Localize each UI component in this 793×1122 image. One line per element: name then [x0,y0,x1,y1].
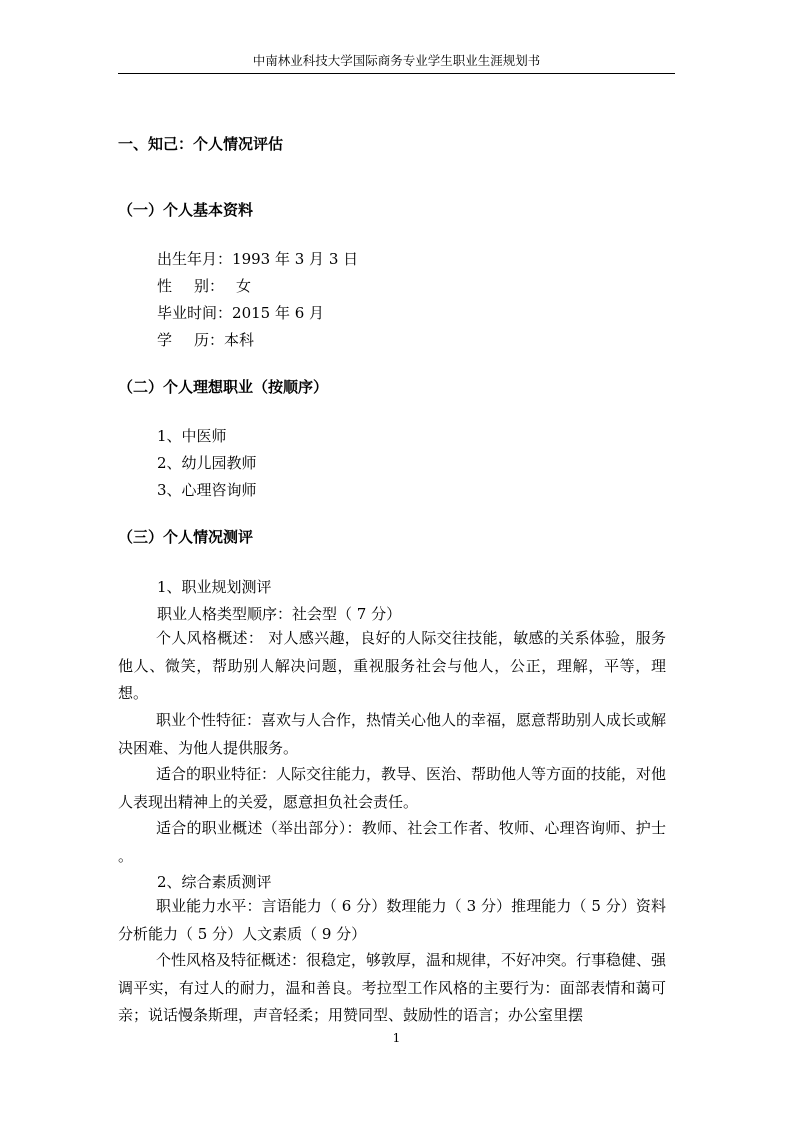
subsection-title-basic-info: （一）个人基本资料 [118,201,254,219]
ability-level-paragraph: 职业能力水平：言语能力（ 6 分）数理能力（ 3 分）推理能力（ 5 分）资料分析能力（ 5 分）人文素质（ 9 分） [118,897,666,943]
info-row-gender [157,275,251,297]
career-item: 3、心理咨询师 [157,481,257,499]
test-title-career: 1、职业规划测评 [157,578,272,596]
personality-traits-paragraph: 职业个性特征：喜欢与人合作，热情关心他人的幸福，愿意帮助别人成长或解决困难、为他人提供服务。 [118,711,667,757]
subsection-title-ideal-career: （二）个人理想职业（按顺序） [118,378,329,396]
career-traits-paragraph: 适合的职业特征：人际交往能力，教导、医治、帮助他人等方面的技能，对他人表现出精神上的关爱，愿意担负社会责任。 [118,765,667,811]
info-row-birth [157,248,358,270]
info-row-education [157,329,254,351]
subsection-title-assessment: （三）个人情况测评 [118,528,254,546]
career-item: 2、幼儿园教师 [157,454,257,472]
info-label: 学历 [157,331,209,349]
personal-style-paragraph: 个人风格概述： 对人感兴趣，良好的人际交往技能，敏感的关系体验，服务他人、微笑，帮助别人解决问题，重视服务社会与他人，公正，理解，平等，理想。 [118,629,666,702]
career-item: 1、中医师 [157,427,227,445]
section-title: 一、知己：个人情况评估 [118,135,284,153]
info-separator: ： [209,331,225,349]
info-label: 出生年月 [157,250,218,268]
info-value: 2015 年 6 月 [232,304,325,322]
info-value: 本科 [224,331,255,349]
info-label: 性别 [157,277,209,295]
suitable-careers-paragraph: 适合的职业概述（举出部分）：教师、社会工作者、牧师、心理咨询师、护士 。 [118,819,666,865]
info-row-graduation [157,302,324,324]
test-title-quality: 2、综合素质测评 [157,873,272,891]
info-separator: ： [209,277,225,295]
personality-type: 职业人格类型顺序：社会型（ 7 分） [157,605,402,623]
info-separator: ： [217,250,233,268]
style-summary-paragraph: 个性风格及特征概述：很稳定，够敦厚，温和规律，不好冲突。行事稳健、强调平实，有过人的耐力，温和善良。考拉型工作风格的主要行为：面部表情和蔼可亲；说话慢条斯理，声音轻柔；用赞同型、鼓励性的语言；办公室里摆 [118,951,667,1024]
info-value: 女 [236,277,252,295]
page-header: 中南林业科技大学国际商务专业学生职业生涯规划书 [118,52,675,74]
page-number: 1 [392,1031,401,1045]
info-separator: ： [217,304,233,322]
info-value: 1993 年 3 月 3 日 [232,250,359,268]
info-label: 毕业时间 [157,304,218,322]
